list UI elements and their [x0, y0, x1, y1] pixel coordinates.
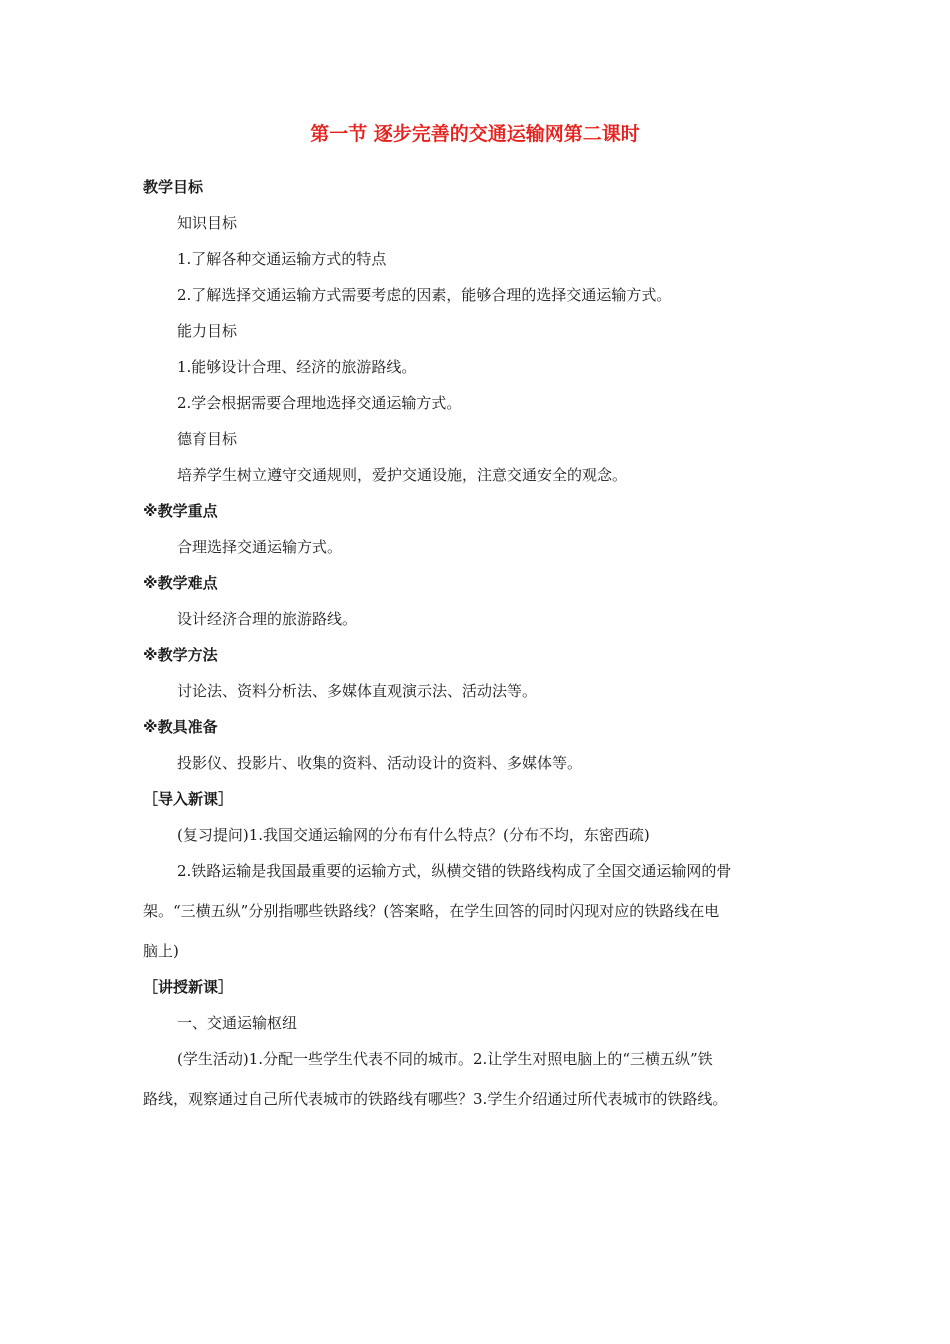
- intro-question-2-line: 2.铁路运输是我国最重要的运输方式，纵横交错的铁路线构成了全国交通运输网的骨: [177, 862, 732, 880]
- methods-heading: ※教学方法: [143, 646, 218, 664]
- intro-heading: ［导入新课］: [143, 790, 234, 808]
- teaching-goals-heading: 教学目标: [143, 178, 204, 196]
- key-points-text: 合理选择交通运输方式。: [177, 538, 343, 556]
- ability-item: 2.学会根据需要合理地选择交通运输方式。: [177, 394, 462, 412]
- intro-question-1: (复习提问)1.我国交通运输网的分布有什么特点？(分布不均，东密西疏): [177, 826, 650, 844]
- page-title: 第一节 逐步完善的交通运输网第二课时: [310, 123, 640, 145]
- difficulties-text: 设计经济合理的旅游路线。: [177, 610, 358, 628]
- moral-goals-text: 培养学生树立遵守交通规则，爱护交通设施，注意交通安全的观念。: [177, 466, 628, 484]
- student-activity-line: (学生活动)1.分配一些学生代表不同的城市。2.让学生对照电脑上的“三横五纵”铁: [177, 1050, 713, 1068]
- tools-heading: ※教具准备: [143, 718, 218, 736]
- ability-goals-heading: 能力目标: [177, 322, 238, 340]
- intro-question-2-line: 脑上): [143, 942, 179, 960]
- difficulties-heading: ※教学难点: [143, 574, 218, 592]
- key-points-heading: ※教学重点: [143, 502, 218, 520]
- student-activity-line: 路线，观察通过自己所代表城市的铁路线有哪些？3.学生介绍通过所代表城市的铁路线。: [143, 1090, 728, 1108]
- lecture-section-title: 一、交通运输枢纽: [177, 1014, 298, 1032]
- knowledge-item: 1.了解各种交通运输方式的特点: [177, 250, 387, 268]
- knowledge-goals-heading: 知识目标: [177, 214, 238, 232]
- moral-goals-heading: 德育目标: [177, 430, 238, 448]
- knowledge-item: 2.了解选择交通运输方式需要考虑的因素，能够合理的选择交通运输方式。: [177, 286, 672, 304]
- intro-question-2-line: 架。“三横五纵”分别指哪些铁路线？(答案略，在学生回答的同时闪现对应的铁路线在电: [143, 902, 720, 920]
- lecture-heading: ［讲授新课］: [143, 978, 234, 996]
- tools-text: 投影仪、投影片、收集的资料、活动设计的资料、多媒体等。: [177, 754, 583, 772]
- methods-text: 讨论法、资料分析法、多媒体直观演示法、活动法等。: [177, 682, 538, 700]
- ability-item: 1.能够设计合理、经济的旅游路线。: [177, 358, 417, 376]
